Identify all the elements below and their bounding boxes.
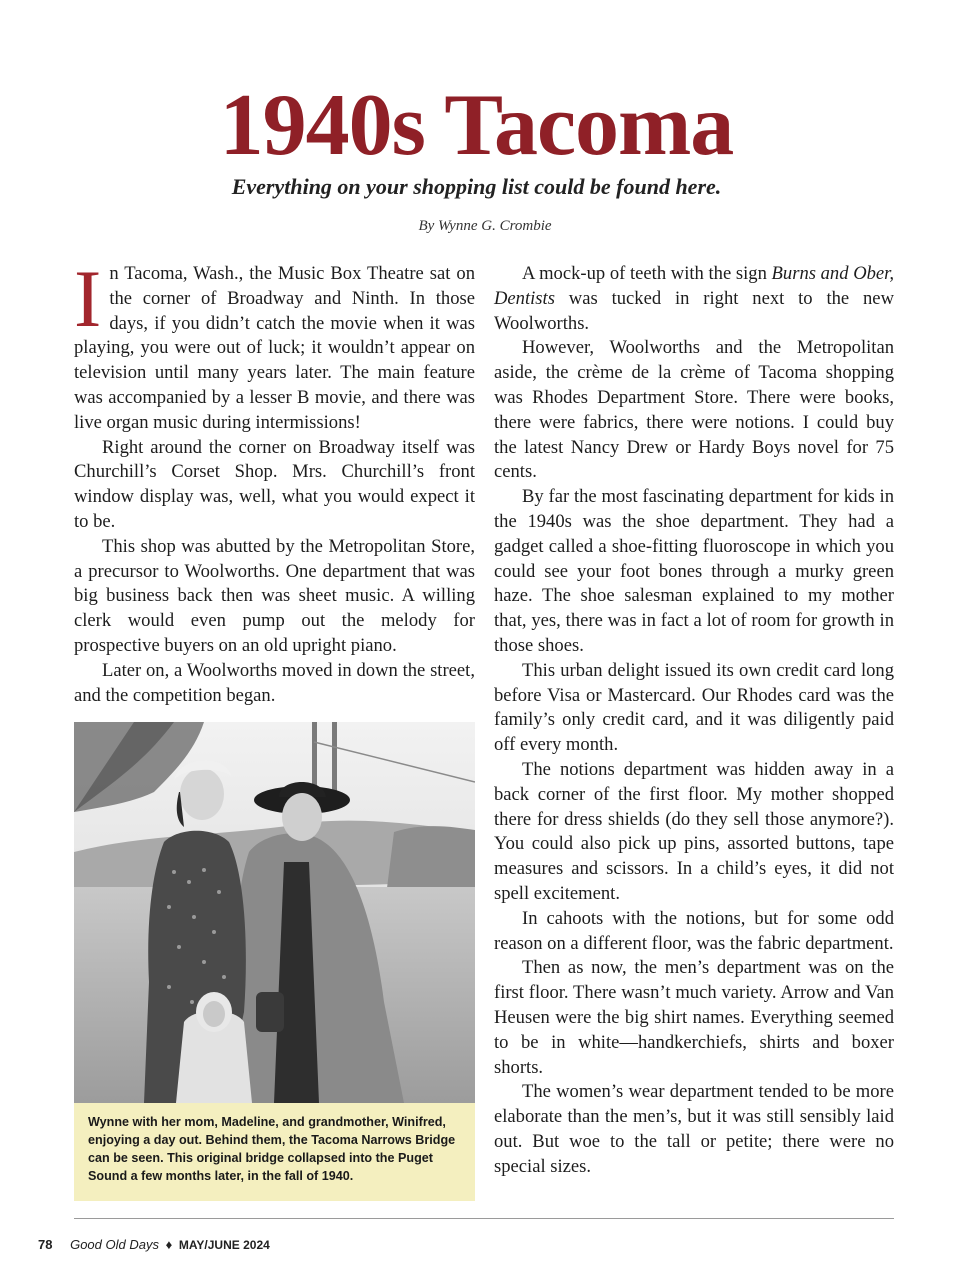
paragraph: The notions department was hidden away in a back corner of the first floor. My mother shopped there for dress shields (do they sell those anymore?). You could also pick up pins, assorted buttons, tape measures and scissors. In a child’s eyes, it did not spell excitement.	[494, 758, 894, 904]
paragraph: Right around the corner on Broadway itself was Churchill’s Corset Shop. Mrs. Churchill’s front window display was, well, what you would expect it to be.	[74, 436, 475, 532]
paragraph: In cahoots with the notions, but for some odd reason on a different floor, was the fabric department.	[494, 907, 894, 954]
paragraph-text: n Tacoma, Wash., the Music Box Theatre sat on the corner of Broadway and Ninth. In those days, if you didn’t catch the movie when it was playing, you were out of luck; it wouldn’t appear on television until many years later. The main feature was accompanied by a lesser B movie, and there was live organ music during intermissions!	[74, 263, 475, 433]
paragraph: This urban delight issued its own credit card long before Visa or Mastercard. Our Rhodes card was the family’s only credit card, and it was diligently paid off every month.	[494, 659, 894, 756]
article-title: 1940s Tacoma	[219, 77, 734, 174]
paragraph-text: A mock-up of teeth with the sign	[522, 263, 772, 284]
paragraph	[494, 262, 894, 336]
paragraph: By far the most fascinating department for kids in the 1940s was the shoe department. They had a gadget called a shoe-fitting fluoroscope in which you could see your foot bones through a murky green haze. The shoe salesman explained to my mother that, yes, there was in fact a lot of room for growth in those shoes.	[494, 486, 894, 656]
family-photo-image	[74, 722, 475, 1103]
right-column	[494, 262, 894, 1179]
article-subtitle: Everything on your shopping list could be found here.	[231, 174, 722, 199]
photo-caption: Wynne with her mom, Madeline, and grandmother, Winifred, enjoying a day out. Behind them, the Tacoma Narrows Bridge can be seen. This original bridge collapsed into the Puget Sound a few months later, in the fall of 1940.	[74, 1103, 475, 1201]
paragraph: The women’s wear department tended to be more elaborate than the men’s, but it was still sensibly laid out. But woe to the tall or petite; there were no special sizes.	[494, 1081, 894, 1177]
page-number: 78	[38, 1237, 53, 1252]
paragraph-text: was tucked in right next to the new Woolworths.	[494, 287, 894, 334]
paragraph	[74, 253, 475, 436]
paragraph: This shop was abutted by the Metropolitan Store, a precursor to Woolworths. One department that was big business back then was sheet music. A willing clerk would even pump out the melody for prospective buyers on an old upright piano.	[74, 535, 475, 656]
paragraph: However, Woolworths and the Metropolitan aside, the crème de la crème of Tacoma shopping was Rhodes Department Store. There were books, there were fabrics, there were notions. I could buy the latest Nancy Drew or Hardy Boys novel for 75 cents.	[494, 337, 894, 483]
page-footer	[38, 1237, 270, 1252]
footer-divider	[74, 1218, 894, 1219]
issue-date: MAY/JUNE 2024	[178, 1238, 270, 1252]
magazine-name: Good Old Days	[70, 1237, 159, 1252]
left-column	[74, 253, 475, 708]
paragraph: Later on, a Woolworths moved in down the street, and the competition began.	[74, 659, 475, 706]
paragraph-italic-text: Burns and Ober, Dentists	[494, 263, 894, 309]
paragraph: Then as now, the men’s department was on the first floor. There wasn’t much variety. Arrow and Van Heusen were the big shirt names. Everything seemed to be in white—handkerchiefs, shirts and boxer shorts.	[494, 957, 894, 1078]
drop-cap: I	[74, 253, 102, 344]
article-byline: By Wynne G. Crombie	[418, 218, 552, 234]
diamond-separator-icon: ♦	[165, 1237, 173, 1252]
family-photo	[74, 722, 475, 1103]
